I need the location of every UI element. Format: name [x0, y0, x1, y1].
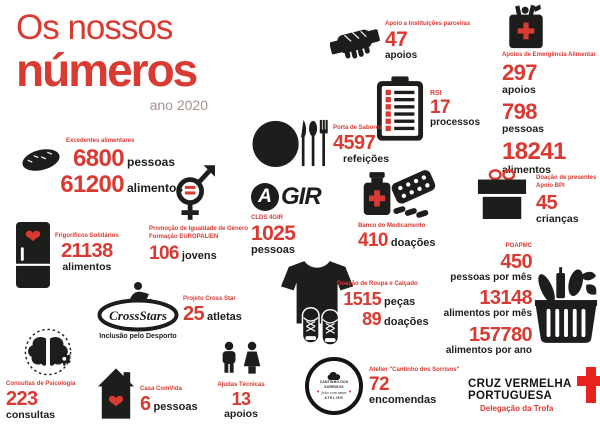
stat-cross-star — [97, 280, 242, 340]
stat-presentes — [473, 167, 596, 225]
atelier-badge-logo — [305, 357, 363, 415]
title-subtitle: ano 2020 — [149, 97, 208, 113]
roupa-unit-pecas: peças — [384, 295, 416, 308]
emergencia-value-alimentos: 18241 — [502, 137, 566, 165]
psicologia-value: 223 — [6, 387, 38, 410]
ajudas-unit: apoios — [224, 407, 258, 420]
parceiras-unit: apoios — [385, 49, 418, 61]
title-block — [16, 10, 208, 113]
frigorificos-value: 21138 — [61, 239, 113, 262]
rsi-label: RSI — [430, 90, 442, 97]
atelier-badge-line3: ATELIER — [324, 395, 344, 400]
fridge-icon — [16, 222, 50, 288]
presentes-value: 45 — [536, 191, 558, 214]
gift-icon — [473, 167, 531, 225]
excedentes-label: Excedentes alimentares — [66, 138, 135, 144]
emergencia-label: Apoios de Emergência Alimentar — [502, 52, 596, 58]
poapmc-value-alimentos-mes: 13148 — [479, 287, 532, 310]
psicologia-unit: consultas — [6, 408, 56, 421]
red-cross-icon — [577, 367, 600, 405]
cross-star-tagline: Inclusão pelo Desporto — [99, 333, 177, 340]
presentes-label-line1: Doação de presentes — [536, 175, 597, 181]
agir-value: 1025 — [251, 221, 296, 245]
parceiras-label: Apoio a Instituições parceiras — [385, 21, 471, 27]
roupa-unit-doacoes: doações — [384, 316, 429, 329]
food-bag-icon — [502, 4, 598, 50]
stat-frigorificos — [16, 222, 119, 288]
stat-medicamento — [358, 170, 438, 250]
excedentes-value-alimentos: 61200 — [60, 170, 124, 198]
igualdade-label-line1: Promoção de Igualdade de Género — [149, 226, 249, 232]
casa-value: 6 — [140, 392, 151, 415]
stat-emergencia — [502, 4, 598, 176]
roupa-label: Doação de Roupa e Calçado — [337, 281, 418, 287]
cross-stars-logo-text: CrossStars — [109, 308, 167, 323]
porta-sabores-label: Porta de Sabores — [333, 125, 383, 131]
stat-parceiras — [330, 17, 470, 65]
emergencia-unit-alimentos: alimentos — [502, 163, 552, 176]
cross-star-unit: atletas — [207, 310, 242, 323]
title-line1: Os nossos — [16, 8, 173, 47]
atelier-label: Atelier "Cantinho dos Sorrisos" — [369, 367, 460, 373]
stat-rsi — [376, 76, 480, 142]
cross-stars-logo — [97, 280, 179, 332]
stat-casa — [98, 368, 198, 420]
handshake-icon — [330, 17, 380, 65]
agir-label: CLDS 4GIR — [251, 215, 284, 221]
plate-cutlery-icon — [251, 118, 329, 168]
psicologia-label: Consultas de Psicologia — [6, 381, 76, 387]
cross-star-value: 25 — [183, 302, 205, 325]
roupa-value-doacoes: 89 — [362, 309, 381, 330]
roupa-value-pecas: 1515 — [343, 288, 381, 309]
ajudas-label: Ajudas Técnicas — [217, 382, 265, 388]
frigorificos-label: Frigoríficos Solidários — [55, 233, 119, 239]
medicamento-value: 410 — [358, 229, 388, 251]
children-icon — [218, 341, 264, 375]
org-name-line2: PORTUGUESA — [468, 390, 553, 403]
stat-psicologia — [6, 328, 76, 421]
stat-atelier — [305, 357, 459, 415]
excedentes-unit-pessoas: pessoas — [127, 154, 176, 169]
poapmc-value-pessoas-mes: 450 — [500, 250, 532, 273]
atelier-badge-line2: feito com amor — [321, 389, 347, 395]
footer-logo-block — [468, 367, 600, 413]
poapmc-value-alimentos-ano: 157780 — [468, 323, 532, 346]
gender-equality-icon — [171, 165, 215, 223]
agir-logo — [251, 183, 321, 211]
cloud-icon — [327, 372, 341, 380]
igualdade-label-line2: Formação EUROPALIEN — [149, 233, 219, 240]
org-name-line1: CRUZ VERMELHA — [468, 378, 572, 390]
house-heart-icon — [98, 368, 134, 420]
stat-ajudas — [210, 341, 272, 420]
medicamento-label: Banco do Medicamento — [358, 223, 426, 229]
atelier-value: 72 — [369, 373, 389, 395]
ajudas-value: 13 — [231, 388, 251, 409]
stat-agir — [251, 183, 321, 256]
frigorificos-unit: alimentos — [62, 260, 112, 273]
casa-label: Casa ComVida — [140, 386, 182, 392]
stat-porta-sabores — [251, 118, 389, 168]
stat-poapmc — [420, 243, 532, 356]
medicine-icon — [358, 170, 438, 220]
rsi-value: 17 — [430, 97, 450, 119]
parceiras-value: 47 — [385, 27, 408, 51]
igualdade-value: 106 — [149, 242, 179, 264]
emergencia-value-apoios: 297 — [502, 59, 537, 85]
brain-icon — [20, 328, 76, 378]
presentes-unit: crianças — [536, 212, 579, 225]
rsi-unit: processos — [430, 117, 481, 129]
poapmc-unit-alimentos-mes: alimentos por mês — [443, 308, 532, 320]
emergencia-unit-apoios: apoios — [502, 83, 536, 96]
title-line2: números — [16, 44, 197, 96]
casa-unit: pessoas — [153, 400, 198, 413]
heart-icon: ♥ — [316, 388, 320, 394]
emergencia-unit-pessoas: pessoas — [502, 122, 545, 135]
poapmc-unit-alimentos-ano: alimentos por ano — [445, 344, 532, 356]
atelier-unit: encomendas — [369, 393, 437, 406]
presentes-label-line2: Apoio BPI — [536, 182, 565, 189]
agir-unit: pessoas — [251, 243, 296, 256]
poapmc-unit-pessoas-mes: pessoas por mês — [450, 271, 532, 283]
delegation-name: Delegação da Trofa — [480, 404, 554, 414]
emergencia-value-pessoas: 798 — [502, 98, 537, 124]
porta-sabores-value: 4597 — [333, 131, 376, 154]
agir-logo-rest: GIR — [281, 183, 321, 210]
agir-logo-a: A — [251, 183, 279, 211]
heart-icon: ♥ — [348, 388, 352, 394]
medicamento-unit: doações — [390, 236, 436, 249]
poapmc-label: POAPMC — [505, 243, 532, 249]
grocery-basket-icon — [533, 267, 599, 343]
atelier-badge-line1: CANTINHO DOS SORRISOS — [319, 380, 349, 389]
excedentes-unit-alimentos: alimentos — [127, 180, 184, 195]
excedentes-value-pessoas: 6800 — [73, 144, 124, 172]
porta-sabores-unit: refeições — [343, 152, 390, 165]
cross-star-label: Projeto Cross Star — [183, 296, 236, 302]
igualdade-unit: jovens — [181, 249, 217, 262]
stat-roupa — [281, 261, 429, 349]
